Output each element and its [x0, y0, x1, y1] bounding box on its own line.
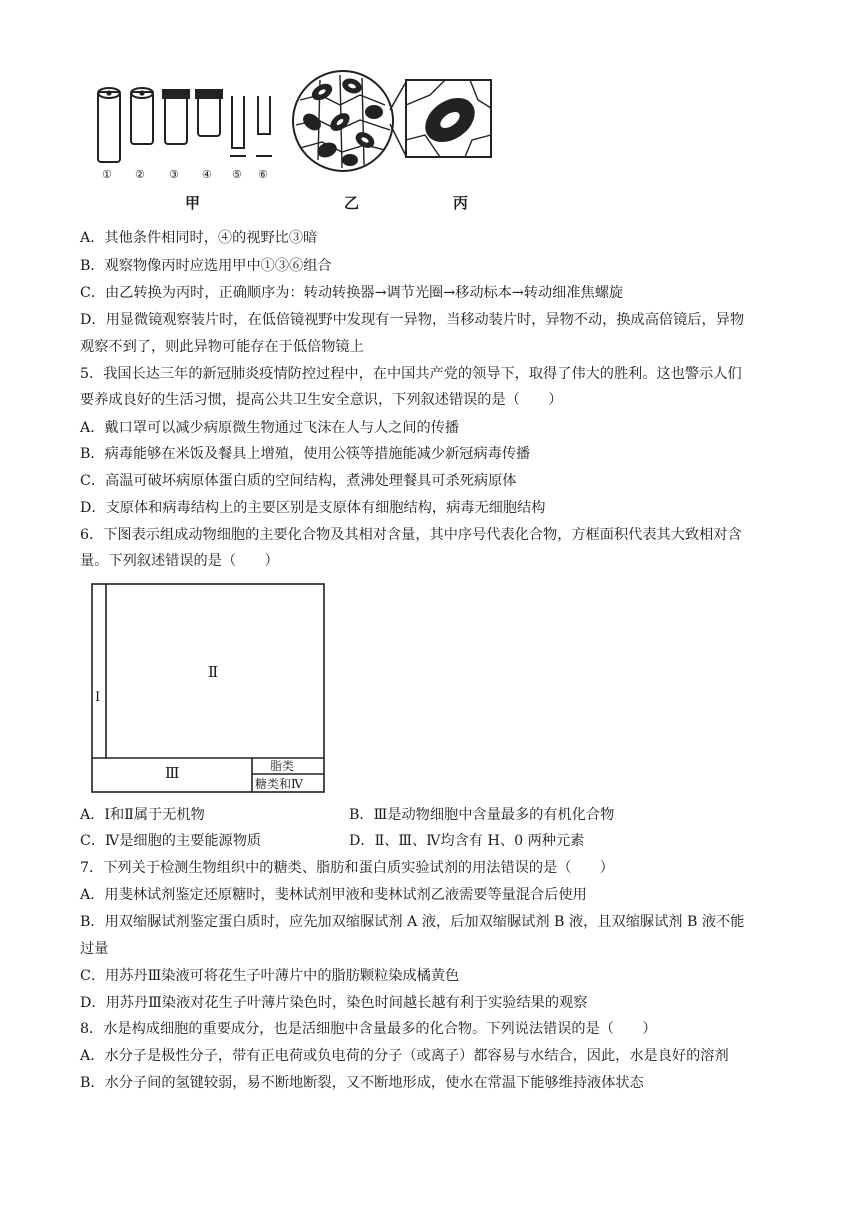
q7-option-c: C．用苏丹Ⅲ染液可将花生子叶薄片中的脂肪颗粒染成橘黄色	[80, 968, 460, 984]
q8-option-a: A．水分子是极性分子，带有正电荷或负电荷的分子（或离子）都容易与水结合，因此，水是良好的溶剂	[80, 1048, 729, 1064]
lens-tubes-drawing	[0, 0, 860, 220]
q4-option-c: C．由乙转换为丙时，正确顺序为：转动转换器→调节光圈→移动标本→转动细准焦螺旋	[80, 285, 624, 301]
region-i-label: Ⅰ	[95, 690, 101, 705]
q6-option-a: A．Ⅰ和Ⅱ属于无机物	[80, 807, 205, 823]
q8-option-b: B．水分子间的氢键较弱，易不断地断裂，又不断地形成，使水在常温下能够维持液体状态	[80, 1075, 644, 1091]
q6-option-d: D．Ⅱ、Ⅲ、Ⅳ均含有 H、0 两种元素	[349, 833, 585, 849]
region-ii-label: Ⅱ	[208, 663, 219, 681]
q4-option-b: B．观察物像丙时应选用甲中①③⑥组合	[80, 258, 332, 274]
q7-stem: 7．下列关于检测生物组织中的糖类、脂肪和蛋白质实验试剂的用法错误的是（ ）	[80, 860, 614, 876]
region-lipid-label: 脂类	[270, 759, 295, 773]
q4-option-d-line1: D．用显微镜观察装片时，在低倍镜视野中发现有一异物，当移动装片时，异物不动，换成高倍镜后，异物	[80, 312, 745, 328]
q7-option-b-line2: 过量	[80, 941, 109, 957]
region-sugar-label: 糖类和Ⅳ	[255, 777, 303, 791]
q6-stem-line1: 6．下图表示组成动物细胞的主要化合物及其相对含量，其中序号代表化合物，方框面积代表其大致相对含	[80, 527, 742, 543]
q7-option-d: D．用苏丹Ⅲ染液对花生子叶薄片染色时，染色时间越长越有利于实验结果的观察	[80, 995, 588, 1011]
q6-option-b: B．Ⅲ是动物细胞中含量最多的有机化合物	[349, 807, 615, 823]
q5-option-c: C．高温可破坏病原体蛋白质的空间结构，煮沸处理餐具可杀死病原体	[80, 473, 517, 489]
label-yi: 乙	[344, 194, 360, 212]
tube-number-1: ①	[102, 168, 112, 181]
tube-number-2: ②	[135, 168, 145, 181]
q4-option-a: A．其他条件相同时，④的视野比③暗	[80, 230, 318, 246]
label-bing: 丙	[453, 194, 469, 212]
q5-stem-line2: 要养成良好的生活习惯，提高公共卫生安全意识，下列叙述错误的是（ ）	[80, 392, 563, 408]
compound-area-boxes	[0, 575, 860, 815]
label-jia: 甲	[185, 194, 201, 212]
q6-option-c: C．Ⅳ是细胞的主要能源物质	[80, 833, 262, 849]
q4-option-d-line2: 观察不到了，则此异物可能存在于低倍物镜上	[80, 339, 364, 355]
q5-option-a: A．戴口罩可以减少病原微生物通过飞沫在人与人之间的传播	[80, 420, 460, 436]
tube-number-4: ④	[202, 168, 212, 181]
tube-number-3: ③	[169, 168, 179, 181]
region-iii-label: Ⅲ	[165, 764, 180, 782]
tube-number-5: ⑤	[232, 168, 242, 181]
q7-option-a: A．用斐林试剂鉴定还原糖时，斐林试剂甲液和斐林试剂乙液需要等量混合后使用	[80, 887, 587, 903]
q8-stem: 8．水是构成细胞的重要成分，也是活细胞中含量最多的化合物。下列说法错误的是（ ）	[80, 1021, 657, 1037]
q5-option-b: B．病毒能够在米饭及餐具上增殖，使用公筷等措施能减少新冠病毒传播	[80, 446, 531, 462]
q5-stem-line1: 5．我国长达三年的新冠肺炎疫情防控过程中，在中国共产党的领导下，取得了伟大的胜利。这也警示人们	[80, 366, 742, 382]
q5-option-d: D．支原体和病毒结构上的主要区别是支原体有细胞结构，病毒无细胞结构	[80, 500, 546, 516]
q7-option-b-line1: B．用双缩脲试剂鉴定蛋白质时，应先加双缩脲试剂 A 液，后加双缩脲试剂 B 液，且双缩脲试剂 B 液不能	[80, 914, 745, 930]
q6-stem-line2: 量。下列叙述错误的是（ ）	[80, 553, 279, 569]
tube-number-6: ⑥	[258, 168, 268, 181]
